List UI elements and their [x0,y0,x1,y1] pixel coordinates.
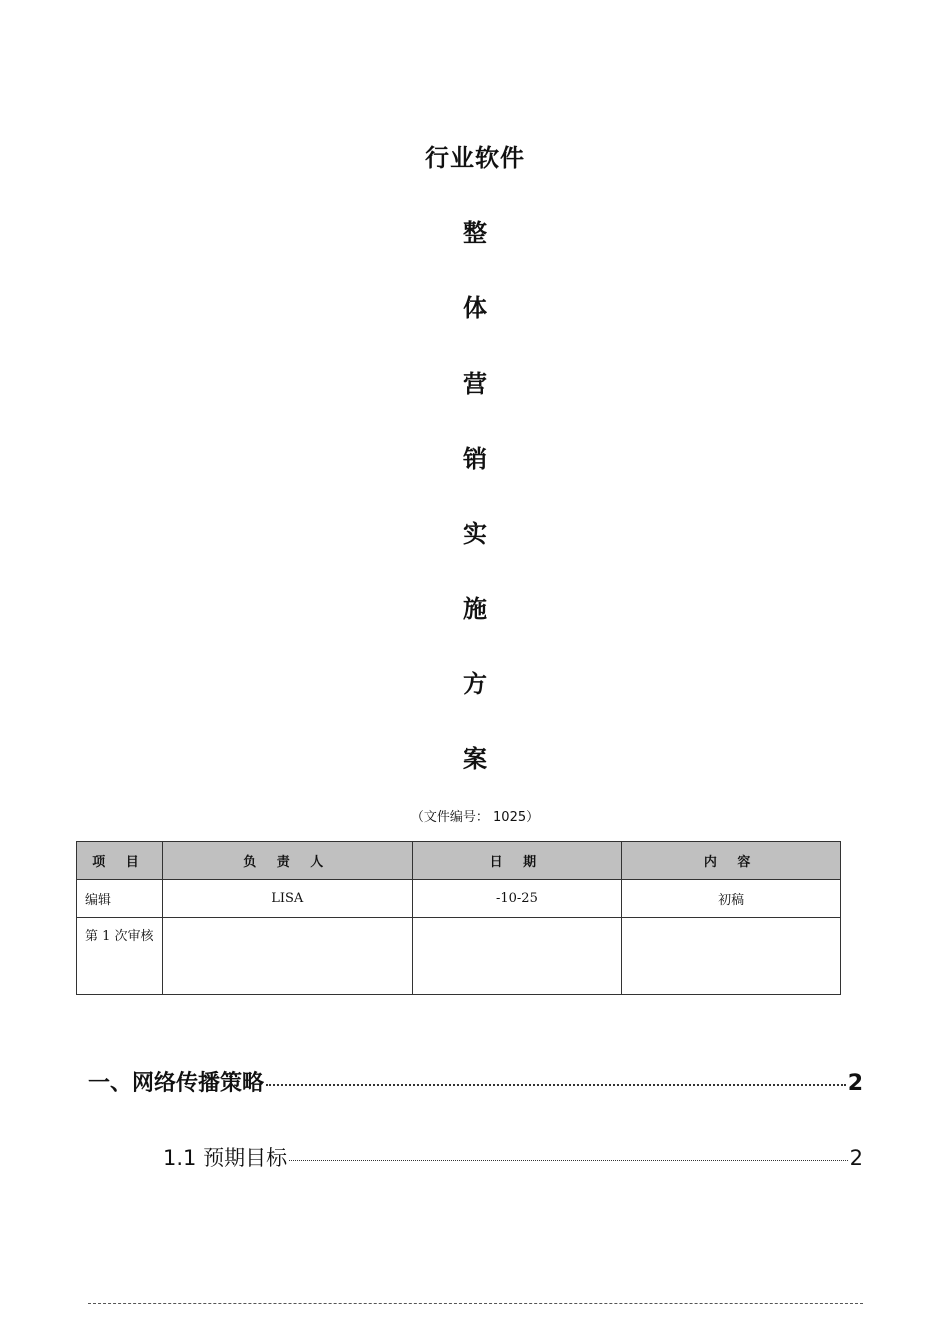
header-owner: 负 责 人 [162,842,412,880]
toc-entry[interactable] [163,1142,863,1172]
toc-entry[interactable] [88,1066,863,1097]
table-cell: 初稿 [622,880,841,918]
table-row [77,918,841,995]
review-table [76,841,841,995]
document-number: （文件编号： 1025） [410,810,540,825]
table-cell [622,918,841,995]
table-cell: 第 1 次审核 [77,918,163,995]
title-char: 施 [463,595,487,623]
header-item: 项 目 [77,842,163,880]
title-line: 行业软件 [425,144,525,172]
title-char: 实 [463,520,487,548]
table-cell: LISA [162,880,412,918]
title-char: 案 [463,745,487,773]
toc-entry-page: 2 [849,1146,863,1170]
toc-leader-dots [266,1084,846,1086]
table-header-row [77,842,841,880]
header-content: 内 容 [622,842,841,880]
toc-entry-page: 2 [847,1071,863,1096]
table-row [77,880,841,918]
toc-leader-dots [289,1160,848,1161]
title-char: 方 [463,670,487,698]
table-cell [412,918,622,995]
toc-entry-label: 1.1 预期目标 [163,1146,288,1170]
toc-entry-label: 一、网络传播策略 [88,1071,265,1096]
table-cell [162,918,412,995]
footer-divider [88,1303,863,1304]
table-cell: 编辑 [77,880,163,918]
title-char: 销 [463,445,487,473]
title-char: 体 [463,294,487,322]
title-char: 营 [463,370,487,398]
table-cell: -10-25 [412,880,622,918]
title-char: 整 [463,219,487,247]
header-date: 日 期 [412,842,622,880]
